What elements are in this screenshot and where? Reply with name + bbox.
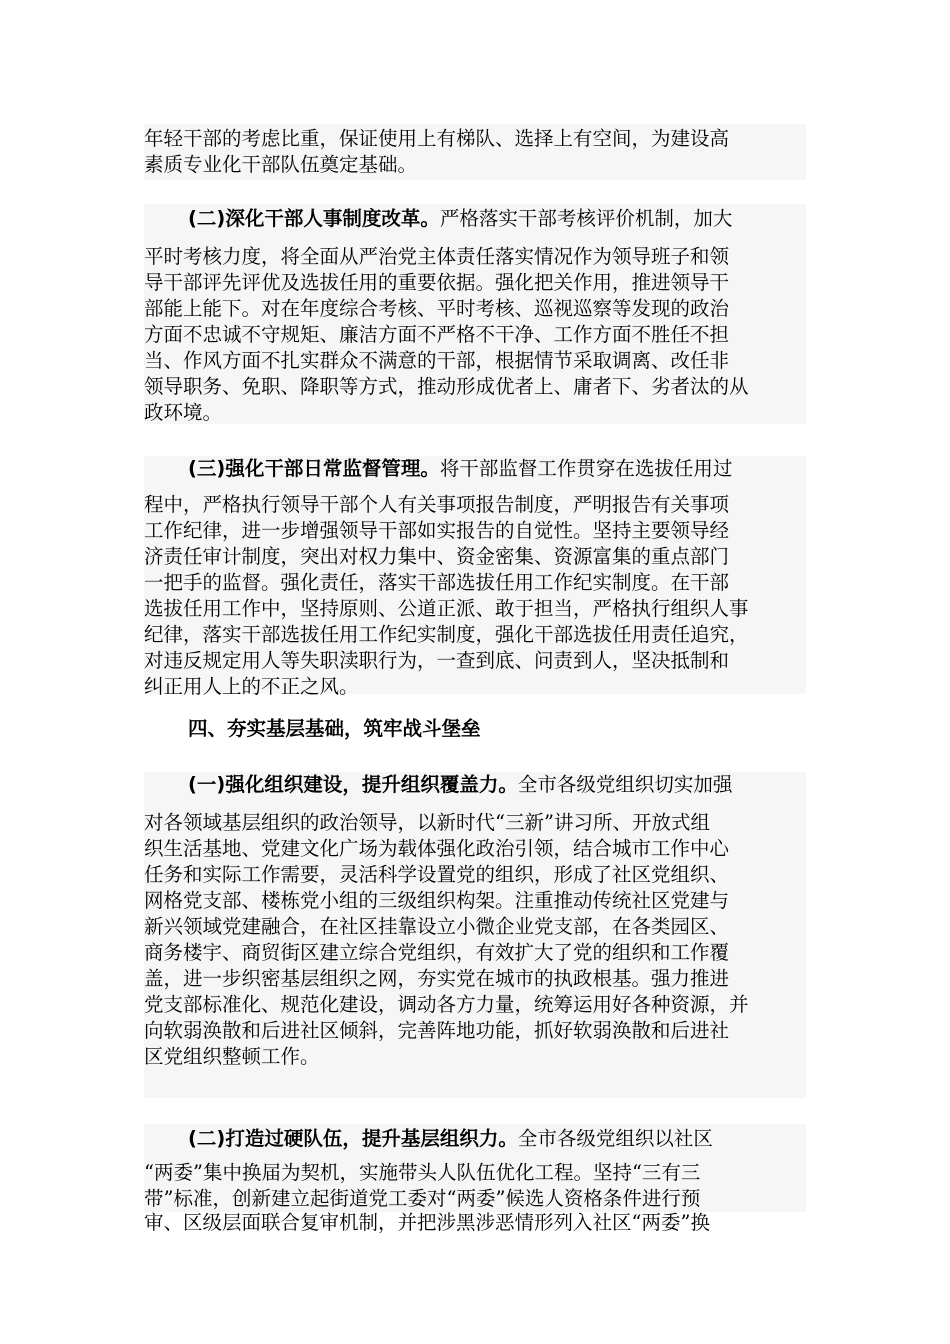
text-line: 带”标准，创新建立起街道党工委对“两委”候选人资格条件进行预 — [144, 1187, 701, 1210]
paragraph-lead-bold: (二)打造过硬队伍，提升基层组织力。 — [188, 1127, 518, 1150]
text-line: 纠正用人上的不正之风。 — [144, 675, 359, 698]
paragraph-lead-rest: 将干部监督工作贯穿在选拔任用过 — [439, 457, 733, 480]
text-line: 选拔任用工作中，坚持原则、公道正派、敢于担当，严格执行组织人事 — [144, 597, 749, 620]
paragraph-lead-rest: 全市各级党组织以社区 — [517, 1127, 713, 1150]
paragraph-lead-line — [188, 456, 732, 482]
text-line: 平时考核力度，将全面从严治党主体责任落实情况作为领导班子和领 — [144, 245, 730, 268]
text-line: 商务楼宇、商贸街区建立综合党组织，有效扩大了党的组织和工作覆 — [144, 941, 730, 964]
text-line: 素质专业化干部队伍奠定基础。 — [144, 153, 418, 176]
paragraph-lead-line — [188, 772, 732, 798]
text-line: 济责任审计制度，突出对权力集中、资金密集、资源富集的重点部门 — [144, 545, 730, 568]
text-line: 盖，进一步织密基层组织之网，夯实党在城市的执政根基。强力推进 — [144, 967, 730, 990]
text-line: 对各领域基层组织的政治领导，以新时代“三新”讲习所、开放式组 — [144, 811, 710, 834]
text-line: 织生活基地、党建文化广场为载体强化政治引领，结合城市工作中心 — [144, 837, 730, 860]
paragraph-lead-line — [188, 1126, 713, 1152]
paragraph-continuation — [144, 124, 806, 180]
paragraph-lead-bold: (二)深化干部人事制度改革。 — [188, 207, 440, 230]
text-line: 任务和实际工作需要，灵活科学设置党的组织，形成了社区党组织、 — [144, 863, 730, 886]
text-line: 新兴领域党建融合，在社区挂靠设立小微企业党支部，在各类园区、 — [144, 915, 730, 938]
text-line: 程中，严格执行领导干部个人有关事项报告制度，严明报告有关事项 — [144, 493, 730, 516]
text-line: 导干部评先评优及选拔任用的重要依据。强化把关作用，推进领导干 — [144, 271, 730, 294]
paragraph-lead-rest: 全市各级党组织切实加强 — [517, 773, 733, 796]
text-line: 政环境。 — [144, 401, 223, 424]
text-line: 区党组织整顿工作。 — [144, 1045, 320, 1068]
text-line: 当、作风方面不扎实群众不满意的干部，根据情节采取调离、改任非 — [144, 349, 730, 372]
text-line: 领导职务、免职、降职等方式，推动形成优者上、庸者下、劣者汰的从 — [144, 375, 749, 398]
section-heading: 四、夯实基层基础，筑牢战斗堡垒 — [188, 717, 481, 740]
text-line: 方面不忠诚不守规矩、廉洁方面不严格不干净、工作方面不胜任不担 — [144, 323, 730, 346]
text-line: 审、区级层面联合复审机制，并把涉黑涉恶情形列入社区“两委”换 — [144, 1211, 710, 1234]
text-line: 纪律，落实干部选拔任用工作纪实制度，强化干部选拔任用责任追究， — [144, 623, 749, 646]
paragraph-team-building — [144, 1124, 806, 1234]
paragraph-lead-bold: (一)强化组织建设，提升组织覆盖力。 — [188, 773, 518, 796]
text-line: 部能上能下。对在年度综合考核、平时考核、巡视巡察等发现的政治 — [144, 297, 730, 320]
section-heading-block — [144, 714, 806, 744]
paragraph-cadre-supervision — [144, 456, 806, 698]
text-line: 一把手的监督。强化责任，落实干部选拔任用工作纪实制度。在干部 — [144, 571, 730, 594]
text-line: 向软弱涣散和后进社区倾斜，完善阵地功能，抓好软弱涣散和后进社 — [144, 1019, 730, 1042]
text-line: “两委”集中换届为契机，实施带头人队伍优化工程。坚持“三有三 — [144, 1161, 701, 1184]
text-line: 网格党支部、楼栋党小组的三级组织构架。注重推动传统社区党建与 — [144, 889, 730, 912]
text-line: 年轻干部的考虑比重，保证使用上有梯队、选择上有空间，为建设高 — [144, 127, 730, 150]
paragraph-cadre-reform — [144, 204, 806, 424]
paragraph-lead-rest: 严格落实干部考核评价机制，加大 — [439, 207, 733, 230]
paragraph-organization-building — [144, 772, 806, 1098]
text-line: 工作纪律，进一步增强领导干部如实报告的自觉性。坚持主要领导经 — [144, 519, 730, 542]
paragraph-lead-bold: (三)强化干部日常监督管理。 — [188, 457, 440, 480]
paragraph-lead-line — [188, 206, 732, 232]
text-line: 对违反规定用人等失职渎职行为，一查到底、问责到人，坚决抵制和 — [144, 649, 730, 672]
text-line: 党支部标准化、规范化建设，调动各方力量，统筹运用好各种资源，并 — [144, 993, 749, 1016]
